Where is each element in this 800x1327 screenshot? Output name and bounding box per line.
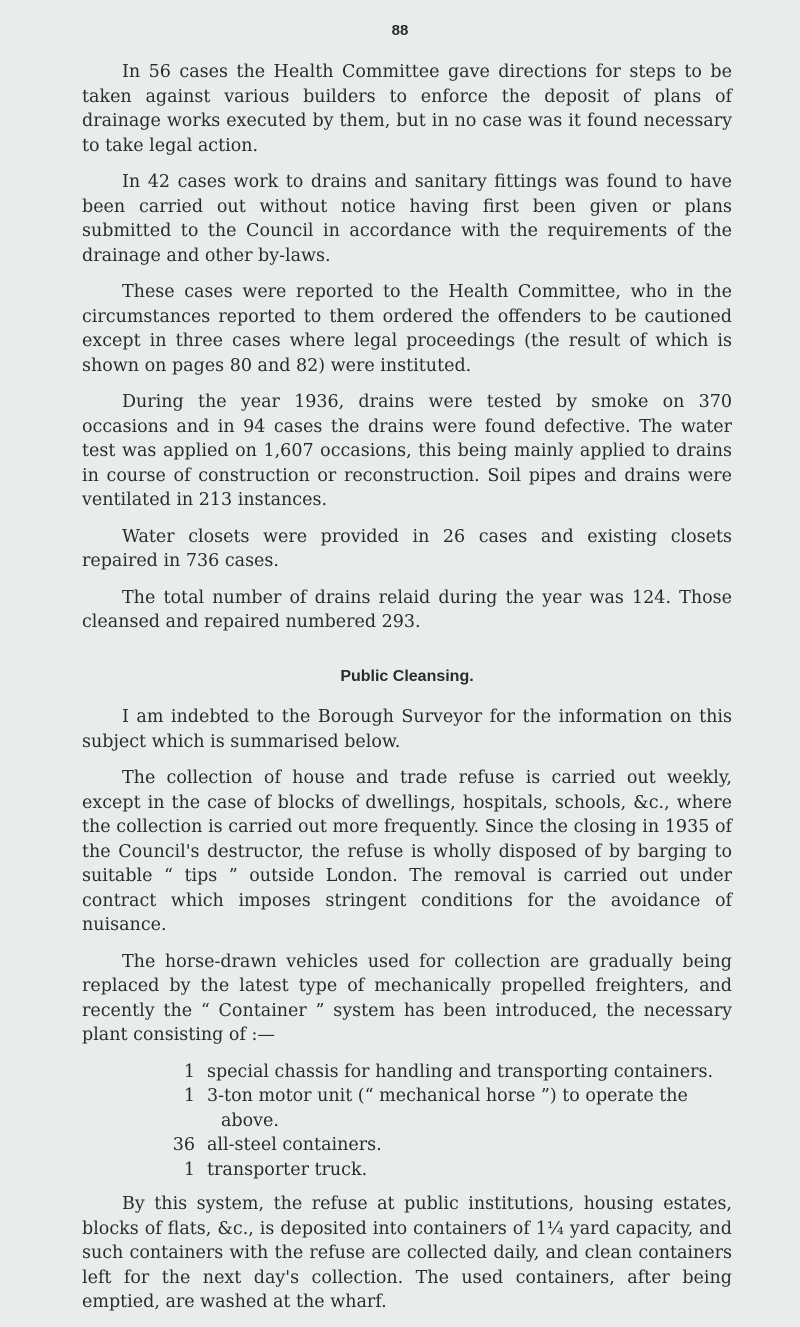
list-item xyxy=(82,1158,732,1183)
paragraph: The total number of drains relaid during the year was 124. Those cleansed and repaired numbered 293. xyxy=(82,587,732,632)
item-description: special chassis for handling and transporting containers. xyxy=(207,1061,714,1082)
page-number: 88 xyxy=(391,22,409,39)
item-quantity: 1 xyxy=(183,1086,195,1106)
list-item xyxy=(82,1133,732,1158)
plant-list xyxy=(82,1060,732,1183)
list-item xyxy=(82,1060,732,1085)
section-heading: Public Cleansing. xyxy=(340,667,474,685)
paragraph: In 56 cases the Health Committee gave directions for steps to be taken against various builders to enforce the deposit of plans of drainage works executed by them, but in no case was it found necessary to take legal action. xyxy=(82,62,732,156)
paragraph: During the year 1936, drains were tested by smoke on 370 occasions and in 94 cases the drains were found defective. The water test was applied on 1,607 occasions, this being mainly applied to drains in course of construction or reconstruction. Soil pipes and drains were ventilated in 213 instances. xyxy=(82,392,732,510)
paragraph: I am indebted to the Borough Surveyor for the information on this subject which is summarised below. xyxy=(82,707,732,752)
item-description: transporter truck. xyxy=(207,1159,368,1180)
item-quantity: 1 xyxy=(183,1159,195,1180)
paragraph: In 42 cases work to drains and sanitary fittings was found to have been carried out without notice having first been given or plans submitted to the Council in accordance with the requirements of the drainage and other by-laws. xyxy=(82,172,732,266)
paragraph: The horse-drawn vehicles used for collection are gradually being replaced by the latest type of mechanically propelled freighters, and recently the “ Container ” system has been introduced, the necessary plant consisting of :— xyxy=(82,951,732,1045)
item-quantity: 36 xyxy=(172,1135,195,1155)
paragraph: Water closets were provided in 26 cases and existing closets repaired in 736 cases. xyxy=(82,526,732,571)
item-description: 3-ton motor unit (“ mechanical horse ”) to operate the above. xyxy=(207,1086,688,1131)
item-quantity: 1 xyxy=(183,1061,195,1082)
paragraph: The collection of house and trade refuse is carried out weekly, except in the case of blocks of dwellings, hospitals, schools, &c., where the collection is carried out more frequently. Since the closing in 1935 of the Council's destructor, the refuse is wholly disposed of by barging to suitable “ tips ” outside London. The removal is carried out under contract which imposes stringent conditions for the avoidance of nuisance. xyxy=(82,768,732,935)
body-text xyxy=(82,60,732,1327)
paragraph: These cases were reported to the Health Committee, who in the circumstances reported to them ordered the offenders to be cautioned except in three cases where legal proceedings (the result of which is shown on pages 80 and 82) were instituted. xyxy=(82,282,732,376)
item-description: all-steel containers. xyxy=(207,1135,382,1155)
paragraph: By this system, the refuse at public institutions, housing estates, blocks of flats, &c., is deposited into containers of 1¼ yard capacity, and such containers with the refuse are collected daily, and clean containers left for the next day's collection. The used containers, after being emptied, are washed at the wharf. xyxy=(82,1194,732,1312)
list-item xyxy=(82,1084,732,1133)
